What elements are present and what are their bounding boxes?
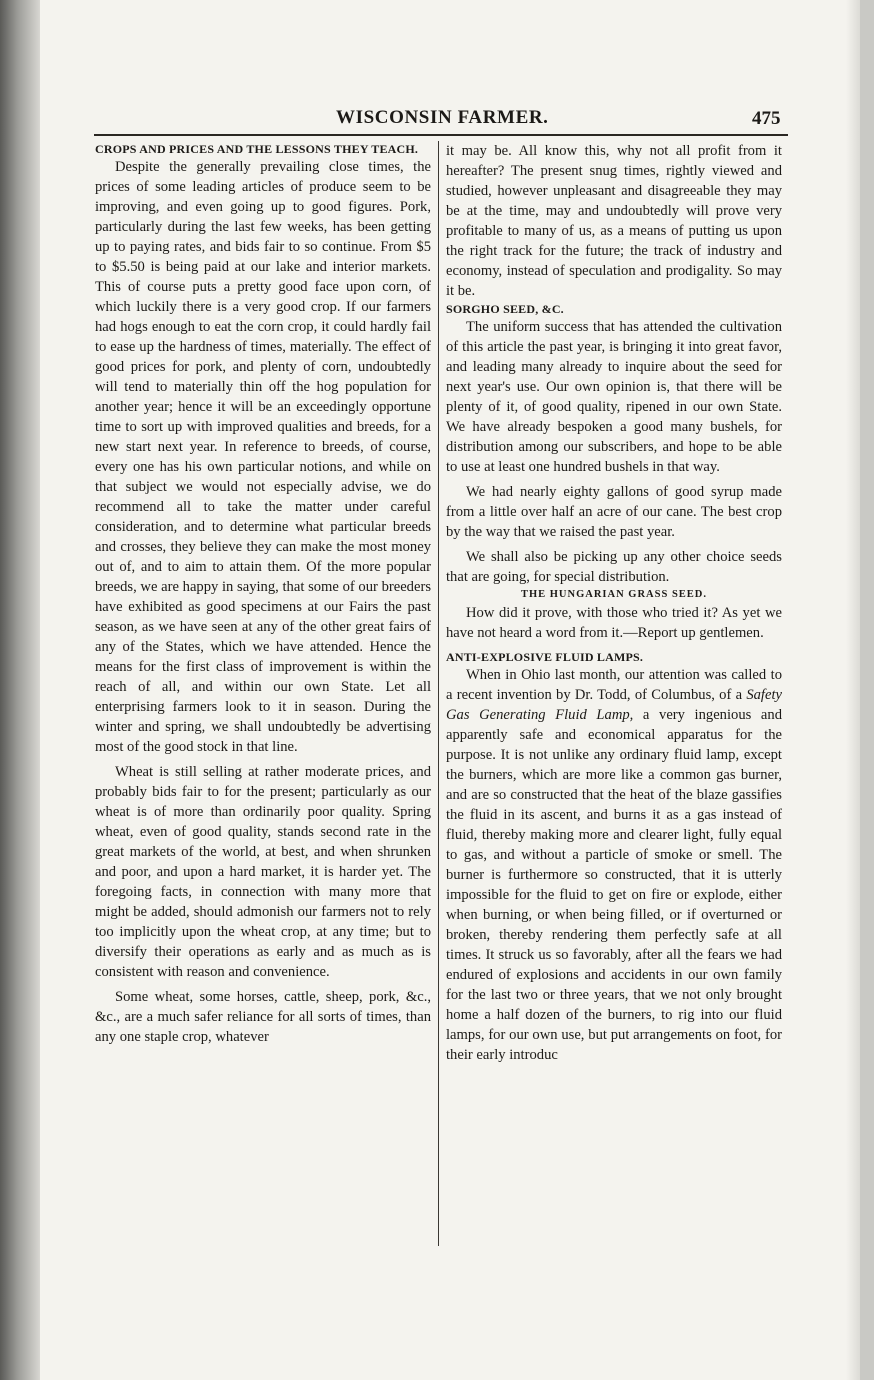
lamps-text-a: When in Ohio last month, our attention was called to a recent invention by Dr. Todd, of Columbus, of a	[446, 667, 782, 703]
column-divider	[438, 141, 439, 1246]
lamps-text-b: a very ingenious and apparently safe and economical apparatus for the purpose. It is not unlike any ordinary fluid lamp, except the burners, which are more like a common gas burner, and are so constructed that the heat of the blaze gassifies the fluid in its ascent, and burns it as a gas instead of fluid, thereby making more and clearer light, fully equal to gas, and without a particle of smoke or smell. The burner is furthermore so constructed, that it is utterly impossible for the fluid to get on fire or explode, either when burning, or when being filled, or if overturned or broken, thereby rendering them perfectly safe at all times. It struck us so favorably, after all the fears we had endured of explosions and accidents in our own family for the last two or three years, that we not only brought home a half dozen of the burners, to rig into our fluid lamps, for our own use, but put arrangements on foot, for their early introduc	[446, 707, 782, 1063]
article-heading-sorgho: SORGHO SEED, &C.	[446, 302, 564, 316]
sorgho-paragraph-3: We shall also be picking up any other choice seeds that are going, for special distribution.	[446, 549, 782, 585]
page-number: 475	[752, 108, 781, 129]
lamp-product-name: Safety Gas Generating Fluid Lamp,	[446, 687, 782, 723]
sorgho-paragraph-1: The uniform success that has attended the cultivation of this article the past year, is bringing it into great favor, and leading many already to inquire about the seed for next year's use. Our own opinion is, that there will be plenty of it, of good quality, ripened in our own State. We have already bespoken a good many bushels, for distribution among our subscribers, and hope to be able to use at least one hundred bushels in that way.	[446, 319, 782, 475]
crops-paragraph-2: Wheat is still selling at rather moderate prices, and probably bids fair to for the present; particularly as our wheat is of more than ordinarily poor quality. Spring wheat, even of good quality, stands second rate in the great markets of the world, at best, and when shrunken and poor, and upon a hard market, it is harder yet. The foregoing facts, in connection with many more that might be added, should admonish our farmers not to rely too implicitly upon the wheat crop, at any time; but to diversify their operations as early and as much as is consistent with reason and convenience.	[95, 764, 431, 980]
header-rule	[94, 134, 788, 136]
journal-title: WISCONSIN FARMER.	[336, 107, 549, 128]
crops-paragraph-3: Some wheat, some horses, cattle, sheep, pork, &c., &c., are a much safer reliance for all sorts of times, than any one staple crop, whatever	[95, 989, 431, 1045]
left-column	[95, 141, 431, 1047]
book-spine-shadow	[0, 0, 40, 1380]
crops-paragraph-1: Despite the generally prevailing close times, the prices of some leading articles of produce seem to be improving, and even going up to good figures. Pork, particularly during the last few weeks, has been getting up to paying rates, and bids fair to so continue. From $5 to $5.50 is being paid at our lake and interior markets. This of course puts a pretty good face upon corn, of which luckily there is a very good crop. If our farmers had hogs enough to eat the corn crop, it could hardly fail to ease up the hardness of times, materially. The effect of good prices for pork, and plenty of corn, undoubtedly will tend to materially thin off the hog population for another year; hence it will be an exceedingly opportune time to sort up with improved qualities and breeds, for a new start next year. In reference to breeds, of course, every one has his own particular notions, and while on that subject we would not especially advise, we do recommend all to take the matter under careful consideration, and to determine what particular breeds and crosses, they believe they can make the most money out of, and to aim to attain them. Of the more popular breeds, we are happy in saying, that some of our breeders have exhibited as good specimens at our Fairs the past season, as we have seen at any of the other great fairs of any of the States, which we have attended. Hence the means for the first class of improvement is within the reach of all, and within our own State. Let all enterprising farmers look to it in season. During the winter and spring, we shall undoubtedly be advertising most of the good stock in that line.	[95, 159, 431, 755]
sorgho-paragraph-2: We had nearly eighty gallons of good syrup made from a little over half an acre of our cane. The best crop by the way that we raised the past year.	[446, 484, 782, 540]
running-head	[0, 107, 874, 131]
article-heading-hungarian: THE HUNGARIAN GRASS SEED.	[520, 589, 708, 600]
hungarian-paragraph-1: How did it prove, with those who tried it? As yet we have not heard a word from it.—Report up gentlemen.	[446, 605, 782, 641]
lamps-paragraph-1	[446, 665, 782, 1065]
right-column	[446, 141, 782, 1065]
article-heading-crops: CROPS AND PRICES AND THE LESSONS THEY TEACH.	[95, 142, 419, 156]
article-heading-lamps: ANTI-EXPLOSIVE FLUID LAMPS.	[446, 650, 644, 664]
crops-paragraph-continued: it may be. All know this, why not all profit from it hereafter? The present snug times, rightly viewed and studied, however unpleasant and disagreeable they may be at the time, may and undoubtedly will prove very profitable to many of us, as a means of putting us upon the right track for the future; the track of industry and economy, instead of speculation and prodigality. So may it be.	[446, 143, 782, 299]
page-edge	[846, 0, 860, 1380]
